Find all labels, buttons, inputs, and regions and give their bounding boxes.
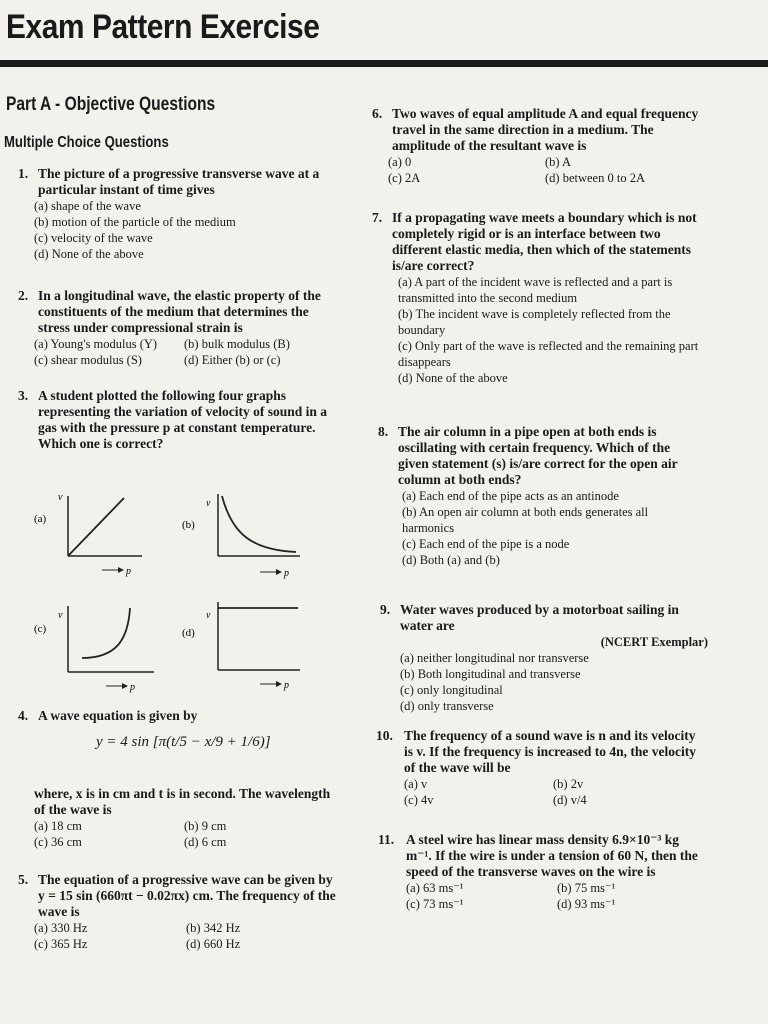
axis-y-label: v <box>58 492 63 503</box>
question-number: 2. <box>18 288 29 303</box>
question-text: In a longitudinal wave, the elastic property of the constituents of the medium that determines the stress under compressional strain is <box>38 288 321 335</box>
question-4 <box>18 708 338 724</box>
option-b: (b) 75 ms⁻¹ <box>557 881 616 895</box>
option-a: (a) 0 <box>388 155 412 169</box>
option-c: (c) 36 cm <box>34 835 82 849</box>
question-number: 8. <box>378 424 389 439</box>
question-text: A wave equation is given by <box>38 708 198 723</box>
option-d: (d) 93 ms⁻¹ <box>557 897 616 911</box>
option-b: (b) A <box>545 155 572 169</box>
option-a: (a) A part of the incident wave is reflected and a part is transmitted into the second medium <box>398 275 673 305</box>
option-c: (c) 4v <box>404 793 434 807</box>
option-d: (d) None of the above <box>398 371 508 385</box>
question-number: 3. <box>18 388 29 403</box>
question-number: 9. <box>380 602 391 617</box>
page-title: Exam Pattern Exercise <box>6 8 320 46</box>
question-number: 11. <box>378 832 395 847</box>
wave-equation: y = 4 sin [π(t/5 − x/9 + 1/6)] <box>96 734 271 750</box>
question-text: A student plotted the following four graphs representing the variation of velocity of sound in a gas with the pressure p at constant temperature. Which one is correct? <box>38 388 327 451</box>
question-5 <box>18 872 338 952</box>
part-heading: Part A - Objective Questions <box>6 94 216 115</box>
question-number: 7. <box>372 210 383 225</box>
section-heading: Multiple Choice Questions <box>4 134 169 151</box>
question-number: 6. <box>372 106 383 121</box>
question-text: The equation of a progressive wave can be given by y = 15 sin (660πt − 0.02πx) cm. The frequency of the wave is <box>38 872 336 919</box>
option-a: (a) v <box>404 777 428 791</box>
axis-x-label: p <box>284 568 289 579</box>
graph-a <box>30 490 150 580</box>
question-2 <box>18 288 338 368</box>
option-b: (b) The incident wave is completely reflected from the boundary <box>398 307 671 337</box>
question-number: 5. <box>18 872 29 887</box>
question-number: 1. <box>18 166 29 181</box>
option-a: (a) neither longitudinal nor transverse <box>400 651 589 665</box>
option-b: (b) Both longitudinal and transverse <box>400 667 581 681</box>
question-number: 10. <box>376 728 393 743</box>
axis-x-label: p <box>284 680 289 691</box>
question-7 <box>372 210 702 386</box>
graph-label: (b) <box>182 519 195 531</box>
option-a: (a) Young's modulus (Y) <box>34 337 158 351</box>
option-c: (c) only longitudinal <box>400 683 503 697</box>
option-c: (c) velocity of the wave <box>34 231 153 245</box>
ncert-note: (NCERT Exemplar) <box>600 635 708 649</box>
question-text: Water waves produced by a motorboat sailing in water are <box>400 602 679 633</box>
option-d: (d) Both (a) and (b) <box>402 553 500 567</box>
axis-x-label: p <box>130 682 135 693</box>
question-4-cont <box>34 786 334 850</box>
option-d: (d) between 0 to 2A <box>545 171 645 185</box>
option-d: (d) only transverse <box>400 699 494 713</box>
question-text: The picture of a progressive transverse wave at a particular instant of time gives <box>38 166 320 197</box>
option-a: (a) 63 ms⁻¹ <box>406 881 464 895</box>
axis-y-label: v <box>206 498 211 509</box>
option-d: (d) 6 cm <box>184 835 227 849</box>
option-a: (a) 18 cm <box>34 819 82 833</box>
graph-c <box>30 600 160 695</box>
option-a: (a) Each end of the pipe acts as an antinode <box>402 489 619 503</box>
option-a: (a) shape of the wave <box>34 199 141 213</box>
option-b: (b) 9 cm <box>184 819 227 833</box>
question-3 <box>18 388 338 452</box>
question-11 <box>378 832 708 912</box>
question-text: If a propagating wave meets a boundary which is not completely rigid or is an interface between two different elastic media, then which of the statements is/are correct? <box>392 210 697 273</box>
graph-b <box>178 490 308 580</box>
graph-label: (c) <box>34 623 47 635</box>
graph-label: (a) <box>34 513 47 525</box>
question-10 <box>376 728 702 808</box>
question-text: The frequency of a sound wave is n and its velocity is v. If the frequency is increased to 4n, the velocity of the wave will be <box>404 728 696 775</box>
option-b: (b) 2v <box>553 777 584 791</box>
question-text: Two waves of equal amplitude A and equal frequency travel in the same direction in a medium. The amplitude of the resultant wave is <box>392 106 699 153</box>
option-d: (d) None of the above <box>34 247 144 261</box>
question-text: A steel wire has linear mass density 6.9×10⁻³ kg m⁻¹. If the wire is under a tension of 60 N, then the speed of the transverse waves on the wire is <box>406 832 698 879</box>
option-b: (b) bulk modulus (B) <box>184 337 290 351</box>
option-b: (b) motion of the particle of the medium <box>34 215 236 229</box>
option-d: (d) v/4 <box>553 793 587 807</box>
question-9 <box>380 602 708 714</box>
option-c: (c) 73 ms⁻¹ <box>406 897 464 911</box>
option-c: (c) 365 Hz <box>34 937 88 951</box>
axis-y-label: v <box>58 610 63 621</box>
title-rule <box>0 60 768 67</box>
option-d: (d) Either (b) or (c) <box>184 353 281 367</box>
question-8 <box>378 424 702 568</box>
question-text: The air column in a pipe open at both ends is oscillating with certain frequency. Which of the given statement (s) is/are correct for the open air column at both ends? <box>398 424 678 487</box>
option-b: (b) An open air column at both ends generates all harmonics <box>402 505 649 535</box>
option-c: (c) Each end of the pipe is a node <box>402 537 570 551</box>
axis-y-label: v <box>206 610 211 621</box>
axis-x-label: p <box>126 566 131 577</box>
question-text-cont: where, x is in cm and t is in second. The wavelength of the wave is <box>34 786 331 817</box>
option-c: (c) shear modulus (S) <box>34 353 142 367</box>
option-c: (c) 2A <box>388 171 421 185</box>
option-d: (d) 660 Hz <box>186 937 241 951</box>
graph-label: (d) <box>182 627 195 639</box>
graph-d <box>178 600 308 695</box>
question-number: 4. <box>18 708 29 723</box>
question-1 <box>18 166 338 262</box>
option-c: (c) Only part of the wave is reflected and the remaining part disappears <box>398 339 699 369</box>
option-a: (a) 330 Hz <box>34 921 88 935</box>
question-6 <box>372 106 702 186</box>
option-b: (b) 342 Hz <box>186 921 241 935</box>
